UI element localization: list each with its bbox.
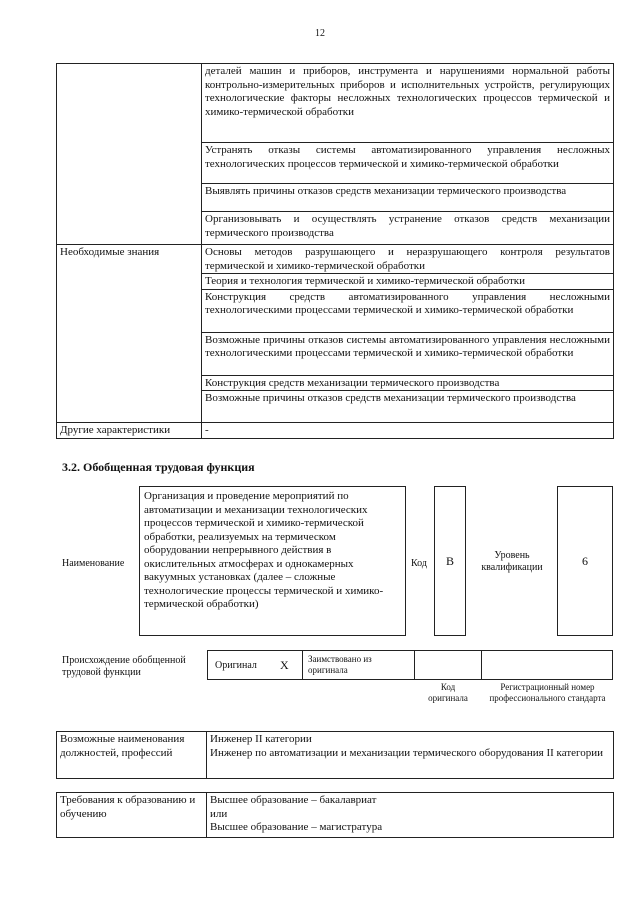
knowledge-label: Необходимые знания	[57, 245, 202, 423]
knowledge-item: Конструкция средств автоматизированного управления несложными технологическими процессами термической и химико-термической обработки	[202, 289, 614, 332]
skill-item: Организовывать и осуществлять устранение отказов средств механизации термического производства	[202, 212, 614, 245]
section-heading: 3.2. Обобщенная трудовая функция	[62, 460, 255, 474]
skills-knowledge-table	[56, 63, 614, 439]
knowledge-item: Возможные причины отказов средств механизации термического производства	[202, 391, 614, 423]
positions-table	[56, 731, 614, 779]
function-name-box: Организация и проведение мероприятий по автоматизации и механизации технологических процессов термической и химико-термической обработки, реализуемых на термическом оборудовании непрерывного действия в окислительных атмосферах и однокамерных вакуумных установках (далее – сложные технологические процессы термической и химико-термической обработки)	[139, 486, 406, 636]
skill-item: деталей машин и приборов, инструмента и нарушениями нормальной работы контрольно-измерительных приборов и исполнительных устройств, регулирующих технологические факторы несложных технологических процессов термической и химико-термической обработки	[202, 64, 614, 143]
qualification-level-value-box: 6	[557, 486, 613, 636]
positions-label: Возможные наименования должностей, профессий	[57, 732, 207, 779]
other-characteristics-label: Другие характеристики	[57, 423, 202, 439]
education-table	[56, 792, 614, 838]
registration-number-label: Регистрационный номер профессионального стандарта	[489, 682, 606, 703]
education-label: Требования к образованию и обучению	[57, 793, 207, 838]
name-label: Наименование	[62, 558, 125, 569]
skill-item: Устранять отказы системы автоматизированного управления несложных технологических процессов термической и химико-термической обработки	[202, 143, 614, 184]
original-mark: X	[280, 658, 289, 672]
education-list	[207, 793, 614, 838]
position-item: Инженер II категории	[210, 733, 312, 745]
knowledge-item: Возможные причины отказов системы автоматизированного управления несложными технологическими процессами термической и химико-термической обработки	[202, 332, 614, 375]
origin-label: Происхождение обобщенной трудовой функции	[62, 655, 186, 678]
positions-list	[207, 732, 614, 779]
qualification-level-label: Уровень квалификации	[481, 550, 543, 573]
knowledge-item: Теория и технология термической и химико-термической обработки	[202, 274, 614, 290]
position-item: Инженер по автоматизации и механизации термического оборудования II категории	[210, 746, 604, 759]
origin-table	[207, 650, 613, 680]
code-original-label: Код оригинала	[428, 682, 468, 703]
original-label: Оригинал	[215, 660, 257, 671]
other-characteristics-value: -	[202, 423, 614, 439]
code-value-box: B	[434, 486, 466, 636]
knowledge-item: Конструкция средств механизации термического производства	[202, 375, 614, 391]
education-item: Высшее образование – бакалавриат	[210, 794, 377, 806]
skill-item: Выявлять причины отказов средств механизации термического производства	[202, 184, 614, 212]
continuation-label-cell	[57, 64, 202, 245]
code-label: Код	[411, 558, 427, 569]
borrowed-label: Заимствовано из оригинала	[308, 654, 372, 675]
page-number: 12	[315, 28, 325, 39]
knowledge-item: Основы методов разрушающего и неразрушающего контроля результатов термической и химико-термической обработки	[202, 245, 614, 274]
education-item: или	[210, 807, 228, 820]
education-item: Высшее образование – магистратура	[210, 821, 383, 833]
